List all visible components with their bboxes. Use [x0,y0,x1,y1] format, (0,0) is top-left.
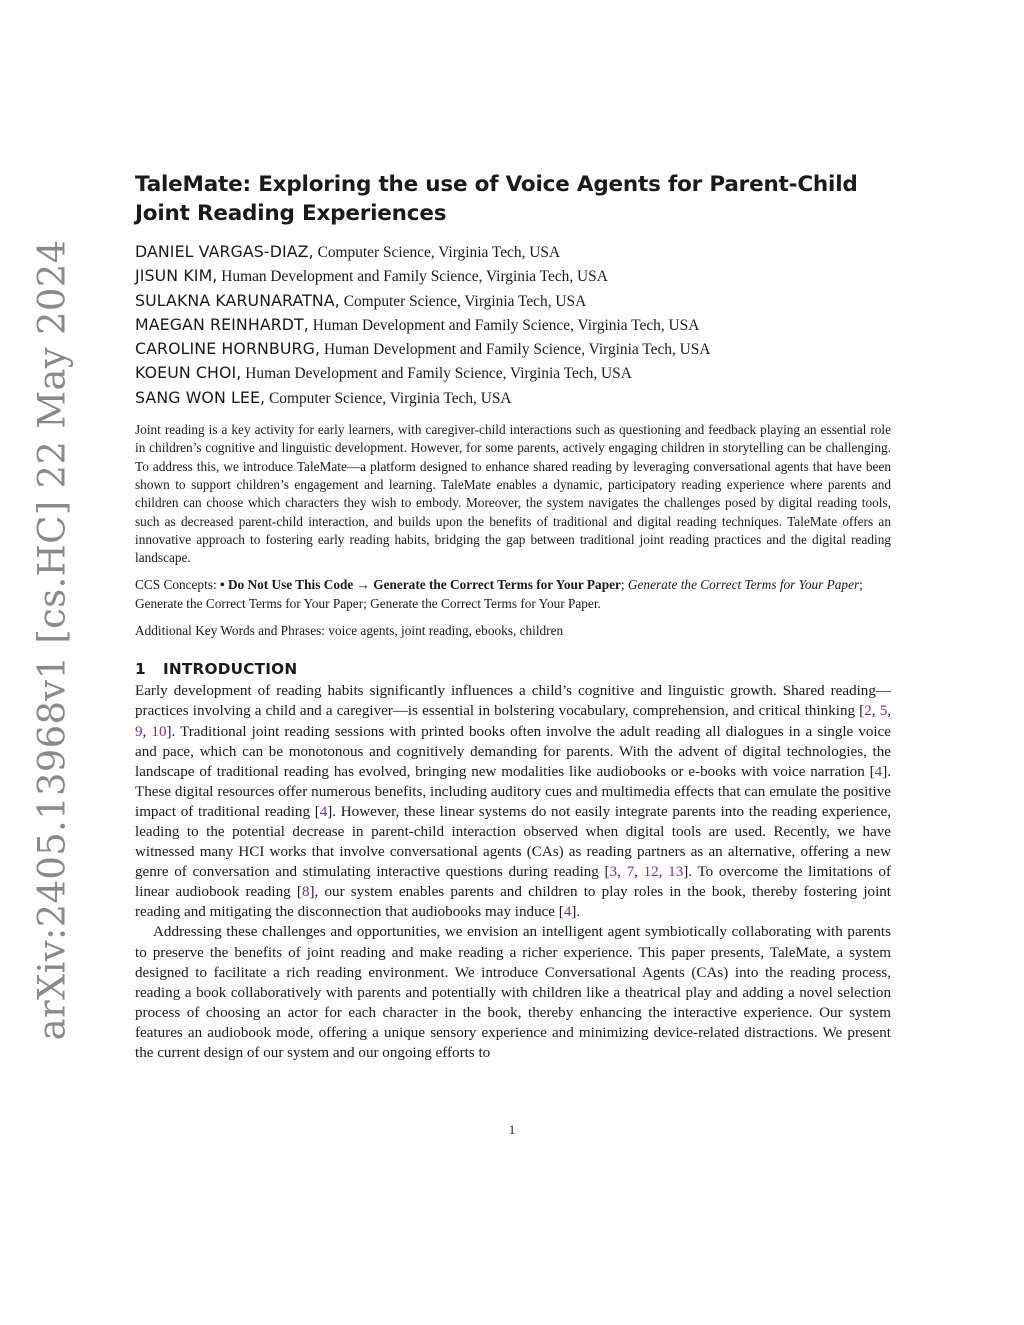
section-title: INTRODUCTION [163,660,298,679]
author-list [135,240,891,410]
citation-link[interactable]: 3 [609,864,618,881]
author-name: CAROLINE HORNBURG, [135,339,321,359]
citation-link[interactable]: 4 [319,803,328,820]
author-entry [135,264,891,288]
text-run: ]. [571,904,581,921]
author-affiliation: Computer Science, Virginia Tech, USA [269,389,512,407]
ccs-bold-term: • Do Not Use This Code → Generate the Correct Terms for Your Paper [219,577,621,593]
text-run: ]. To overcome the limitations of linear audiobook reading [ [135,864,892,901]
text-run: , [887,703,892,720]
keywords: Additional Key Words and Phrases: voice agents, joint reading, ebooks, children [135,623,564,639]
section-heading [135,660,891,678]
ccs-label: CCS Concepts: [135,577,220,593]
paper-body [135,170,891,1063]
citation-link[interactable]: 9 [135,723,143,740]
section-number: 1 [135,660,146,679]
author-entry [135,361,891,385]
author-affiliation: Computer Science, Virginia Tech, USA [343,292,587,310]
ccs-remaining-terms: ; Generate the Correct Terms for Your Paper; Generate the Correct Terms for Your Paper. [135,577,863,611]
author-affiliation: Human Development and Family Science, Virginia Tech, USA [323,341,711,359]
author-entry [135,289,891,313]
arxiv-identifier: arXiv:2405.13968v1 [cs.HC] 22 May 2024 [30,239,74,1041]
author-entry [135,313,891,337]
text-run: Early development of reading habits significantly influences a child’s cognitive and linguistic growth. Shared reading—practices involving a child and a caregiver—is essential in bolstering vocabulary, comprehension, and critical thinking [ [135,683,891,720]
page-number: 1 [508,1122,516,1137]
author-name: SANG WON LEE, [135,387,266,407]
author-entry [135,240,891,264]
text-run: , [658,864,669,881]
citation-link[interactable]: 13 [668,864,684,881]
author-affiliation: Computer Science, Virginia Tech, USA [317,244,561,261]
text-run: , [634,864,644,881]
text-run: ]. Traditional joint reading sessions with printed books often involve the adult reading all dialogues in a single voice and pace, which can be monotonous and cognitively demanding for parents. With the advent of digital technologies, the landscape of traditional reading has evolved, bringing new modalities like audiobooks or e-books with voice narration [ [135,723,892,780]
author-name: DANIEL VARGAS-DIAZ, [135,242,314,261]
ccs-concepts [135,576,891,613]
citation-link[interactable]: 5 [879,703,888,720]
abstract: Joint reading is a key activity for early learners, with caregiver-child interactions such as questioning and feedback playing an essential role in children’s cognitive and linguistic development. However, for some parents, actively engaging children in storytelling can be challenging. To address this, we introduce TaleMate—a platform designed to enhance shared reading by leveraging conversational agents that have been shown to support children’s engagement and learning. TaleMate enables a dynamic, participatory reading experience where parents and children can choose which characters they wish to embody. Moreover, the system navigates the challenges posed by digital reading tools, such as decreased parent-child interaction, and builds upon the benefits of traditional and digital reading techniques. TaleMate offers an innovative approach to fostering early reading habits, bridging the gap between traditional joint reading practices and the digital reading landscape. [135,422,891,566]
author-affiliation: Human Development and Family Science, Virginia Tech, USA [312,316,700,334]
text-run: ]. However, these linear systems do not easily integrate parents into the reading experience, leading to the potential decrease in parent-child interaction observed when digital tools are used. Recently, we have witnessed many HCI works that involve conversational agents (CAs) as reading partners as an alternative, offering a new genre of conversation and stimulating interactive questions during reading [ [135,803,891,881]
author-entry [135,337,891,361]
paper-title: TaleMate: Exploring the use of Voice Agents for Parent-Child Joint Reading Experiences [135,172,858,226]
intro-paragraph-1 [135,681,891,922]
text-run: , [871,703,880,720]
author-name: MAEGAN REINHARDT, [135,314,309,334]
text-run: ], our system enables parents and children to play roles in the book, thereby fostering joint reading and mitigating the disconnection that audiobooks may induce [ [135,884,892,921]
author-affiliation: Human Development and Family Science, Virginia Tech, USA [221,268,608,286]
ccs-italic-term: Generate the Correct Terms for Your Paper [627,577,860,593]
author-name: JISUN KIM, [135,266,218,286]
text-run: ]. These digital resources offer numerous benefits, including auditory cues and multimedia effects that can emulate the positive impact of traditional reading [ [135,763,891,820]
citation-link[interactable]: 7 [626,864,635,881]
author-entry [135,386,891,410]
citation-link[interactable]: 4 [563,904,572,921]
citation-link[interactable]: 12 [643,864,659,881]
author-name: SULAKNA KARUNARATNA, [135,290,340,310]
author-name: KOEUN CHOI, [135,363,242,383]
citation-link[interactable]: 8 [301,884,310,901]
intro-paragraph-2: Addressing these challenges and opportunities, we envision an intelligent agent symbiotically collaborating with parents to preserve the benefits of joint reading and make reading a richer experience. This paper presents, TaleMate, a system designed to facilitate a rich reading environment. We introduce Conversational Agents (CAs) into the reading process, reading a book collaboratively with parents and potentially with children like a theatrical play and adding a novel selection process of choosing an actor for each character in the book, thereby enhancing the interactive experience. Our system features an audiobook mode, offering a unique sensory experience and minimizing device-related distractions. We present the current design of our system and our ongoing efforts to [135,924,891,1062]
citation-link[interactable]: 4 [874,763,883,780]
author-affiliation: Human Development and Family Science, Virginia Tech, USA [245,365,632,383]
text-run: , [142,723,152,740]
citation-link[interactable]: 2 [864,703,872,720]
citation-link[interactable]: 10 [151,723,167,740]
text-run: , [617,864,627,881]
ccs-separator: ; [620,577,628,593]
